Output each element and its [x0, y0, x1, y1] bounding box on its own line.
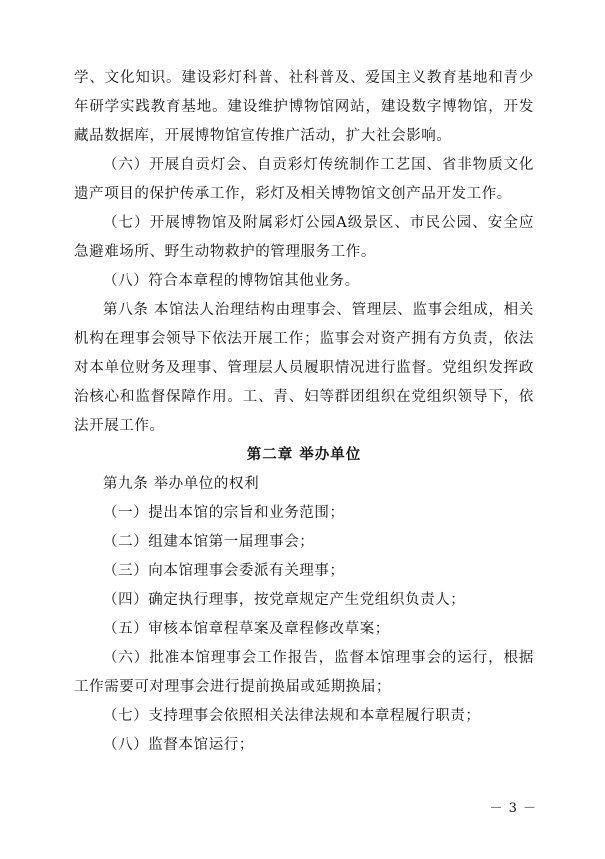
article-nine-item: （六）批准本馆理事会工作报告，监督本馆理事会的运行，根据工作需要可对理事会进行提前换届或延期换届； — [74, 650, 534, 695]
paragraph-item-eight: （八）符合本章程的博物馆其他业务。 — [103, 273, 360, 289]
article-eight: 第八条 本馆法人治理结构由理事会、管理层、监事会组成，相关机构在理事会领导下依法开展工作；监事会对资产拥有方负责，依法对本单位财务及理事、管理层人员履职情况进行监督。党组织发挥政治核心和监督保障作用。工、青、妇等群团组织在党组织领导下，依法开展工作。 — [74, 302, 534, 434]
article-nine-item: （一）提出本馆的宗旨和业务范围； — [103, 505, 345, 521]
article-nine-heading: 第九条 举办单位的权利 — [103, 476, 260, 492]
page-number: － 3 － — [489, 801, 537, 816]
article-nine-item: （七）支持理事会依照相关法律法规和本章程履行职责； — [103, 708, 481, 724]
article-nine-item: （二）组建本馆第一届理事会； — [103, 534, 315, 550]
paragraph-continuation: 学、文化知识。建设彩灯科普、社科普及、爱国主义教育基地和青少年研学实践教育基地。建设维护博物馆网站，建设数字博物馆，开发藏品数据库，开展博物馆宣传推广活动，扩大社会影响。 — [74, 70, 534, 144]
paragraph-item-seven: （七）开展博物馆及附属彩灯公园A级景区、市民公园、安全应急避难场所、野生动物救护的管理服务工作。 — [74, 215, 534, 260]
article-nine-item: （四）确定执行理事，按党章规定产生党组织负责人； — [103, 592, 466, 608]
document-body — [74, 64, 534, 760]
article-nine-item: （五）审核本馆章程草案及章程修改草案； — [103, 621, 390, 637]
chapter-title: 第二章 举办单位 — [246, 447, 362, 463]
paragraph-item-six: （六）开展自贡灯会、自贡彩灯传统制作工艺国、省非物质文化遗产项目的保护传承工作，彩灯及相关博物馆文创产品开发工作。 — [74, 157, 534, 202]
article-nine-item: （三）向本馆理事会委派有关理事； — [103, 563, 345, 579]
article-nine-item: （八）监督本馆运行； — [103, 737, 254, 753]
